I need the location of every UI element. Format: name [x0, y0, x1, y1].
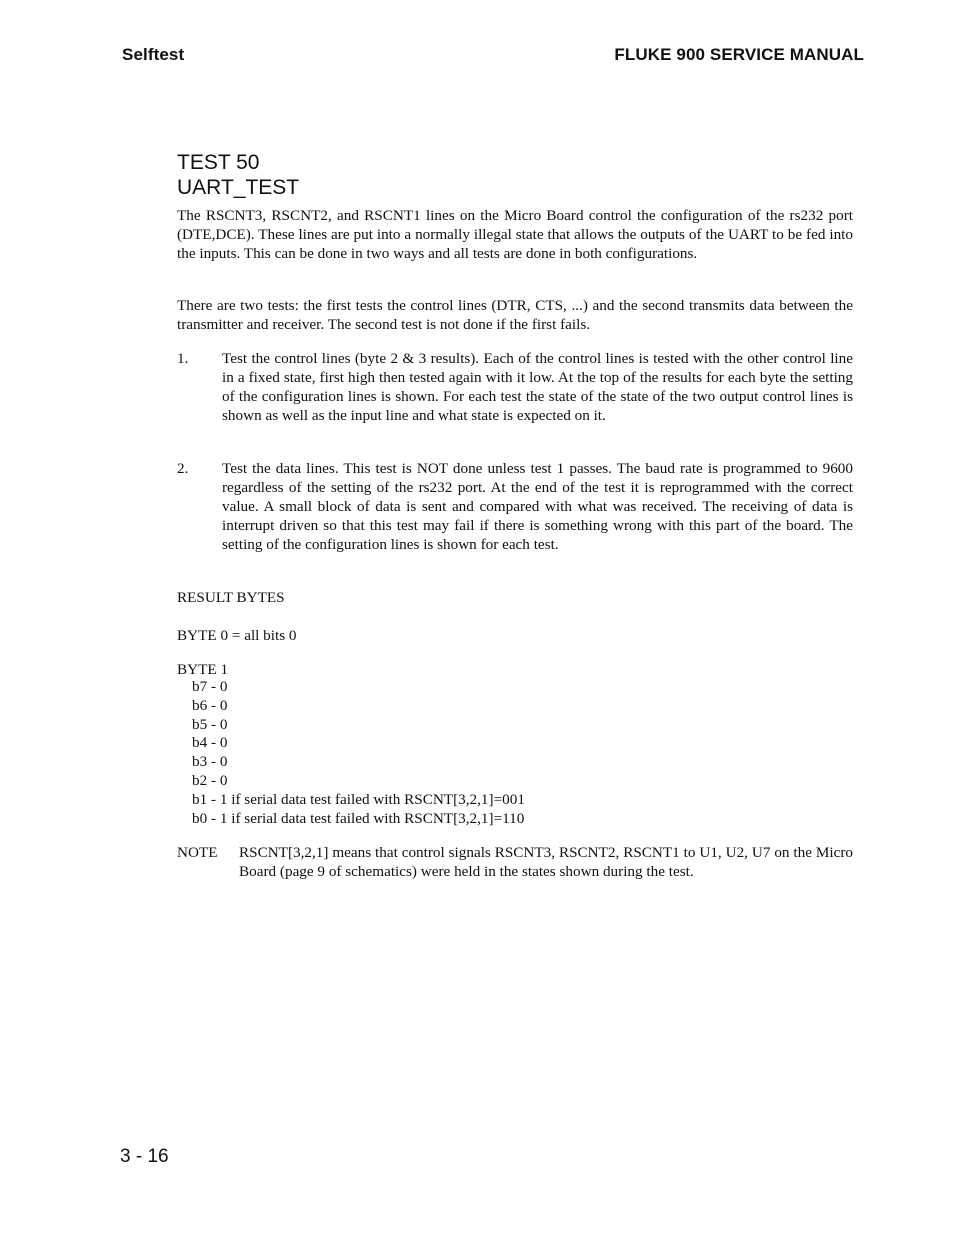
intro-paragraph: The RSCNT3, RSCNT2, and RSCNT1 lines on the Micro Board control the configuration of the rs232 port (DTE,DCE). These lines are put into a normally illegal state that allows the outputs of the UART to be fed into the inputs. This can be done in two ways and all tests are done in both configurations. — [177, 207, 853, 262]
list-item-text: Test the control lines (byte 2 & 3 results). Each of the control lines is tested with the other control line in a fixed state, first high then tested again with it low. At the top of the results for each byte the setting of the configuration lines is shown. For each test the state of the state of the two output control lines is shown as well as the input line and what state is expected on it. — [222, 350, 853, 424]
byte1-bit-list — [192, 678, 525, 828]
bit-line: b5 - 0 — [192, 715, 228, 733]
bit-line: b7 - 0 — [192, 678, 228, 695]
list-item-number: 1. — [177, 350, 189, 367]
running-header-title: FLUKE 900 SERVICE MANUAL — [614, 45, 864, 64]
bit-line: b1 - 1 if serial data test failed with RSCNT[3,2,1]=001 — [192, 790, 525, 808]
test-title — [177, 150, 299, 200]
byte0-line: BYTE 0 = all bits 0 — [177, 627, 297, 644]
note-label: NOTE — [177, 844, 218, 861]
tests-paragraph: There are two tests: the first tests the control lines (DTR, CTS, ...) and the second transmits data between the transmitter and receiver. The second test is not done if the first fails. — [177, 297, 853, 333]
list-item-number: 2. — [177, 460, 189, 477]
byte1-heading: BYTE 1 — [177, 661, 229, 678]
running-header-section: Selftest — [122, 45, 185, 64]
test-name: UART_TEST — [177, 176, 300, 199]
bit-line: b3 - 0 — [192, 753, 228, 771]
page-number: 3 - 16 — [120, 1146, 169, 1167]
bit-line: b2 - 0 — [192, 771, 228, 789]
bit-line: b4 - 0 — [192, 734, 228, 752]
list-item-text: Test the data lines. This test is NOT done unless test 1 passes. The baud rate is programmed to 9600 regardless of the setting of the rs232 port. At the end of the test it is reprogrammed with the correct value. A small block of data is sent and compared with what was received. The receiving of data is interrupt driven so that this test may fail if there is something wrong with this part of the board. The setting of the configuration lines is shown for each test. — [222, 460, 853, 553]
test-number: TEST 50 — [177, 151, 260, 174]
bit-line: b0 - 1 if serial data test failed with RSCNT[3,2,1]=110 — [192, 809, 525, 827]
result-bytes-heading: RESULT BYTES — [177, 589, 285, 606]
bit-line: b6 - 0 — [192, 696, 228, 714]
note-text: RSCNT[3,2,1] means that control signals RSCNT3, RSCNT2, RSCNT1 to U1, U2, U7 on the Micro Board (page 9 of schematics) were held in the states shown during the test. — [239, 844, 853, 880]
